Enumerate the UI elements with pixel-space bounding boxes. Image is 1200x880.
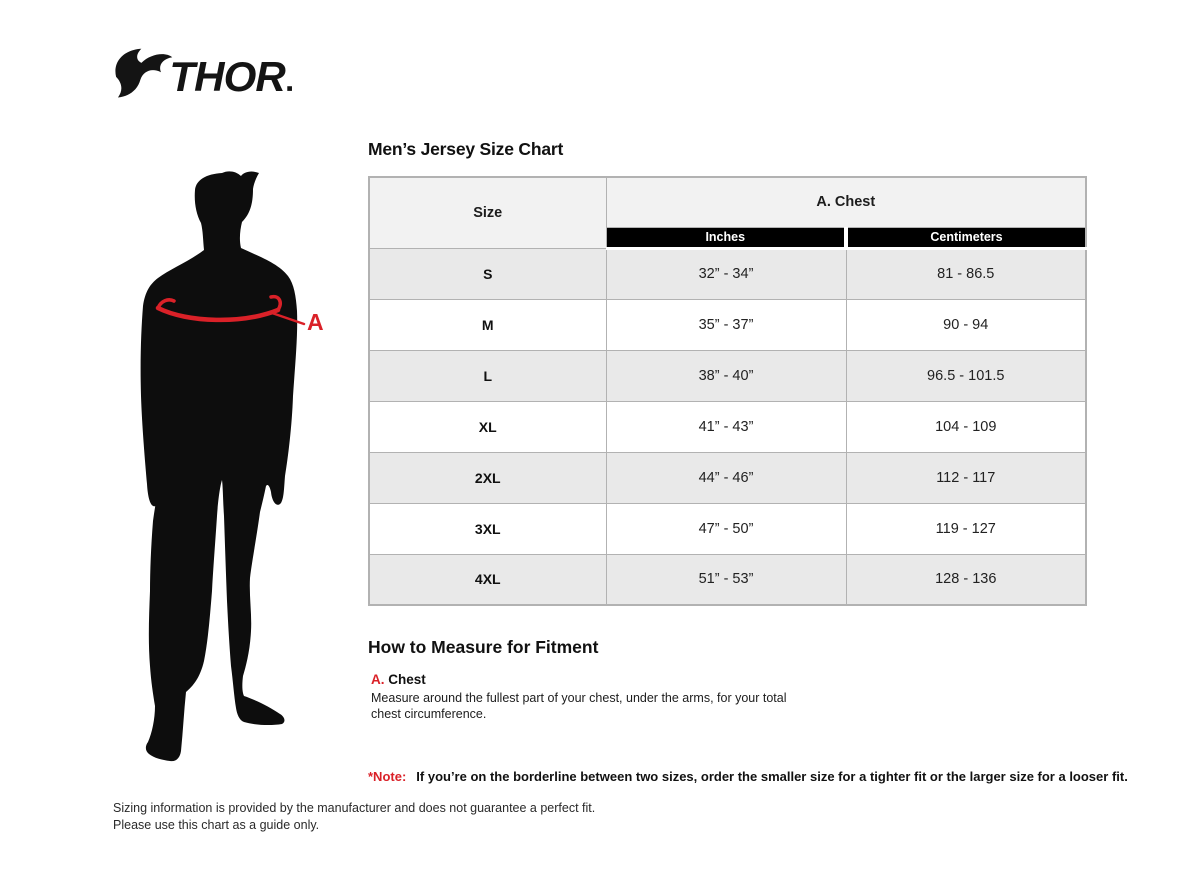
- size-cell: 2XL: [369, 452, 606, 503]
- footer-line-2: Please use this chart as a guide only.: [113, 817, 320, 832]
- inches-cell: 38” - 40”: [606, 350, 846, 401]
- inches-cell: 51” - 53”: [606, 554, 846, 605]
- cm-cell: 112 - 117: [846, 452, 1086, 503]
- size-cell: S: [369, 248, 606, 299]
- measure-item-name: Chest: [388, 672, 426, 687]
- note-label: *Note:: [368, 769, 407, 784]
- thor-logo: [112, 46, 297, 104]
- cm-cell: 81 - 86.5: [846, 248, 1086, 299]
- table-row: [369, 554, 1086, 605]
- column-header-chest: A. Chest: [606, 177, 1086, 227]
- size-cell: 4XL: [369, 554, 606, 605]
- table-row: [369, 248, 1086, 299]
- size-table: [368, 176, 1087, 606]
- table-row: [369, 401, 1086, 452]
- male-silhouette: [141, 171, 298, 761]
- column-header-inches: Inches: [606, 227, 846, 248]
- cm-cell: 90 - 94: [846, 299, 1086, 350]
- inches-cell: 47” - 50”: [606, 503, 846, 554]
- inches-cell: 35” - 37”: [606, 299, 846, 350]
- column-header-size: Size: [369, 177, 606, 248]
- cm-cell: 104 - 109: [846, 401, 1086, 452]
- thor-logo-text: THOR: [169, 52, 285, 100]
- table-row: [369, 452, 1086, 503]
- footer-line-1: Sizing information is provided by the manufacturer and does not guarantee a perfect fit.: [113, 801, 596, 815]
- footer-disclaimer: [113, 800, 595, 833]
- table-row: [369, 299, 1086, 350]
- size-cell: M: [369, 299, 606, 350]
- inches-cell: 44” - 46”: [606, 452, 846, 503]
- cm-cell: 96.5 - 101.5: [846, 350, 1086, 401]
- page-title: Men’s Jersey Size Chart: [368, 139, 564, 159]
- measure-item-description: Measure around the fullest part of your chest, under the arms, for your total chest circumference.: [371, 691, 787, 721]
- measure-item-chest: [371, 672, 801, 722]
- chest-label-a: A: [307, 309, 324, 335]
- sizing-note: [368, 769, 1128, 784]
- size-table-body: [369, 248, 1086, 605]
- size-cell: 3XL: [369, 503, 606, 554]
- thor-horn-icon: [115, 49, 172, 98]
- note-text: If you’re on the borderline between two sizes, order the smaller size for a tighter fit or the larger size for a looser fit.: [416, 769, 1128, 784]
- cm-cell: 119 - 127: [846, 503, 1086, 554]
- size-cell: L: [369, 350, 606, 401]
- inches-cell: 41” - 43”: [606, 401, 846, 452]
- table-row: [369, 503, 1086, 554]
- measure-item-title: [371, 672, 801, 687]
- measure-heading: How to Measure for Fitment: [368, 637, 599, 657]
- column-header-centimeters: Centimeters: [846, 227, 1086, 248]
- body-silhouette-figure: [138, 166, 338, 778]
- cm-cell: 128 - 136: [846, 554, 1086, 605]
- table-row: [369, 350, 1086, 401]
- measure-item-key: A.: [371, 672, 385, 687]
- inches-cell: 32” - 34”: [606, 248, 846, 299]
- size-cell: XL: [369, 401, 606, 452]
